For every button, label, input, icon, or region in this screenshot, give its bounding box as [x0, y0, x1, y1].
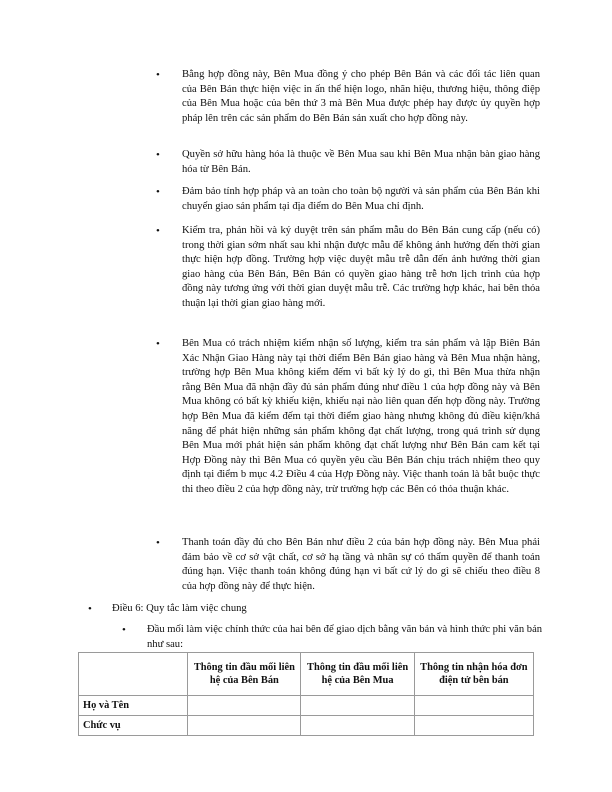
table-cell [414, 696, 533, 716]
paragraph-ownership: Quyền sở hữu hàng hóa là thuộc về Bên Mua sau khi Bên Mua nhận bàn giao hàng hóa từ Bên Bán. [182, 149, 540, 175]
bullet: • [122, 624, 126, 636]
table-row [79, 696, 534, 716]
row-label: Chức vụ [79, 716, 188, 736]
bullet: • [156, 186, 160, 198]
paragraph-payment: Thanh toán đầy đủ cho Bên Bán như điều 2 của bản hợp đồng này. Bên Mua phải đảm bảo về cơ sở vật chất, cơ sở hạ tầng và nhân sự có thẩm quyền để thanh toán đúng hạn. Việc thanh toán không đúng hạn vì bất cứ lý do gì sẽ chiếu theo điều 8 của hợp đồng này để thực hiện. [182, 537, 540, 592]
table-header-cell: Thông tin đầu mối liên hệ của Bên Mua [301, 653, 414, 696]
table-header-row [79, 653, 534, 696]
paragraph-safety: Đảm bảo tính hợp pháp và an toàn cho toàn bộ người và sản phẩm của Bên Bán khi chuyển giao sản phẩm tại địa điểm do Bên Mua chỉ định. [182, 186, 540, 212]
bullet: • [156, 338, 160, 350]
bullet: • [156, 225, 160, 237]
paragraph-sample-approval: Kiểm tra, phản hồi và ký duyệt trên sản phẩm mẫu do Bên Bán cung cấp (nếu có) trong thời gian sớm nhất sau khi nhận được mẫu để không ảnh hưởng đến thời gian thực hiện hợp đồng. Trường hợp việc duyệt mẫu trễ dẫn đến ảnh hưởng thời gian giao hàng của Bên Bán, Bên Bán có quyền giao hàng trễ hơn lịch trình của hợp đồng này tương ứng với thời gian duyệt mẫu trễ. Các trường hợp khác, hai bên thỏa thuận lại thời gian giao hàng mới. [182, 225, 540, 309]
table-header-cell: Thông tin đầu mối liên hệ của Bên Bán [188, 653, 301, 696]
row-label: Họ và Tên [79, 696, 188, 716]
bullet: • [156, 69, 160, 81]
contact-table [78, 652, 534, 736]
table-cell [188, 716, 301, 736]
paragraph-logo-permission: Bằng hợp đồng này, Bên Mua đồng ý cho phép Bên Bán và các đối tác liên quan của Bên Bán thực hiện việc in ấn thể hiện logo, nhãn hiệu, thương hiệu, thông điệp của Bên Mua hoặc của bên thứ 3 mà Bên Mua được phép hay được ủy quyền hợp pháp lên trên các sản phẩm do Bên Bán sản xuất cho hợp đồng này. [182, 69, 540, 124]
article-6-item: Đầu mối làm việc chính thức của hai bên để giao dịch bằng văn bản và hình thức phi văn bản như sau: [147, 624, 543, 650]
table-cell [188, 696, 301, 716]
table-cell [301, 696, 414, 716]
paragraph-delivery-inspection: Bên Mua có trách nhiệm kiểm nhận số lượng, kiểm tra sản phẩm và lập Biên Bản Xác Nhận Giao Hàng này tại thời điểm Bên Bán giao hàng và Bên Mua nhận hàng, trường hợp Bên Mua không kiểm đếm vì bất kỳ lý do gì, thì Bên Mua thừa nhận rằng Bên Mua đã nhận đầy đủ sản phẩm đúng như điều 1 của hợp đồng này và Bên Mua không có bất kỳ khiếu kiện, khiếu nại nào liên quan đến hợp đồng này. Trường hợp Bên Mua đã kiểm đếm tại thời điểm giao hàng nhưng không đủ điều kiện/khả năng để phát hiện những sản phẩm không đạt chất lượng, trong quá trình sử dụng Bên Mua mới phát hiện sản phẩm không đạt chất lượng như Bên Bán cam kết tại Hợp Đồng này thì Bên Mua có quyền yêu cầu Bên Bán chịu trách nhiệm theo quy định tại điểm b mục 4.2 Điều 4 của Hợp Đồng này. Việc thanh toán là bắt buộc thực thi theo điều 2 của hợp đồng này, trừ trường hợp các Bên có thỏa thuận khác. [182, 338, 540, 495]
bullet: • [156, 149, 160, 161]
table-header-cell: Thông tin nhận hóa đơn điện tử bên bán [414, 653, 533, 696]
table-header-cell [79, 653, 188, 696]
article-6-title: Điều 6: Quy tắc làm việc chung [112, 603, 247, 614]
bullet: • [88, 603, 92, 615]
table-cell [414, 716, 533, 736]
table-cell [301, 716, 414, 736]
table-row [79, 716, 534, 736]
bullet: • [156, 537, 160, 549]
